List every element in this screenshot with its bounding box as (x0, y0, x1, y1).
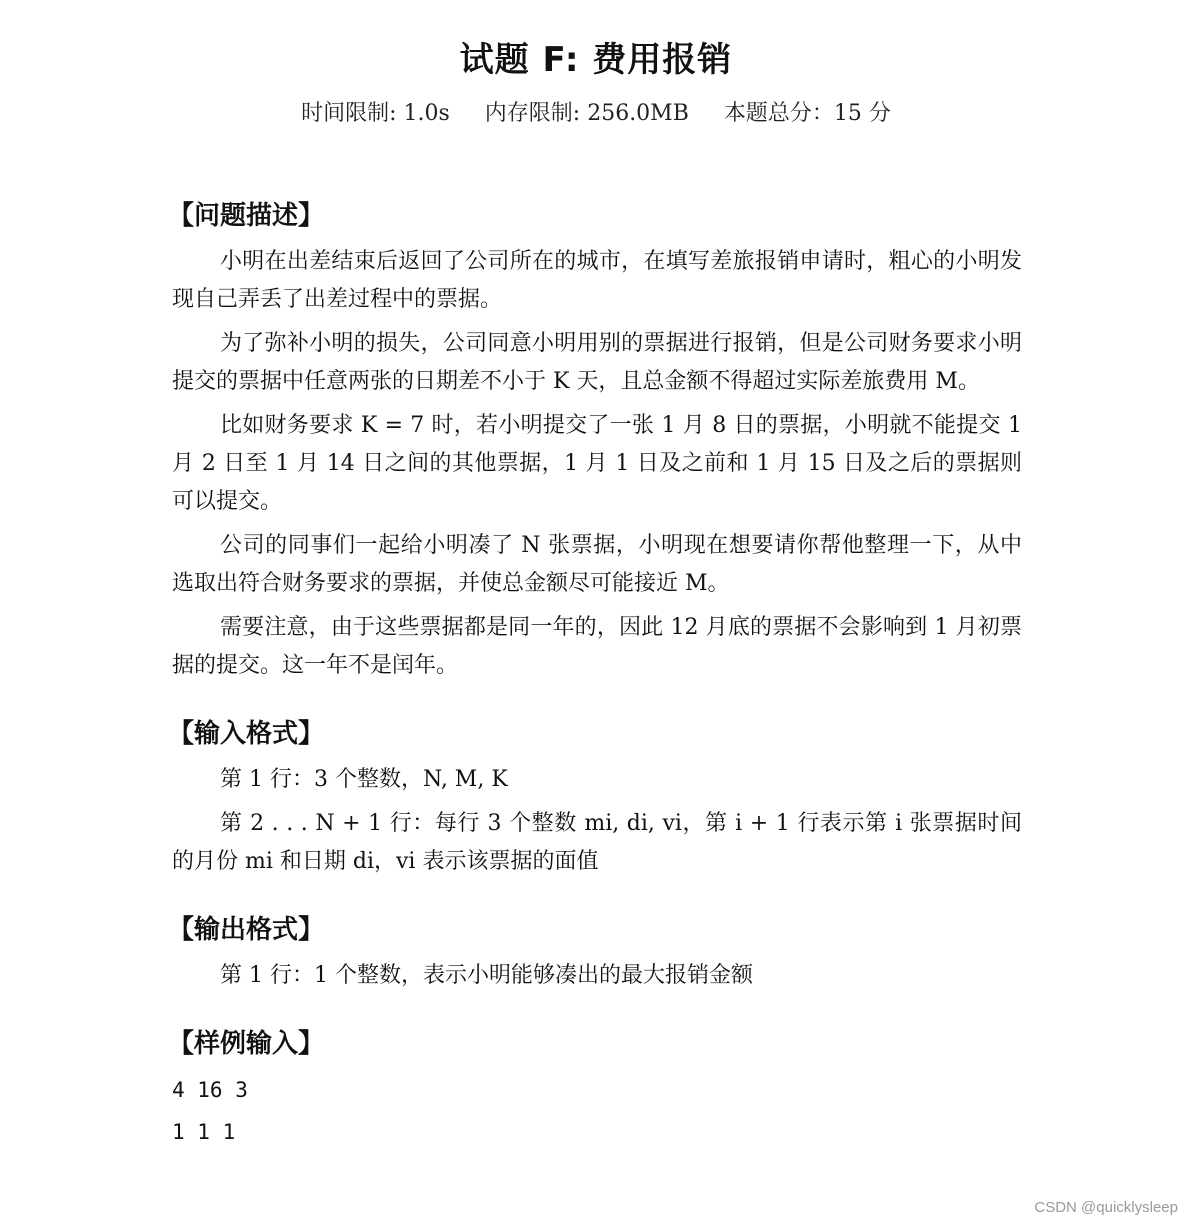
description-paragraph: 比如财务要求 K = 7 时，若小明提交了一张 1 月 8 日的票据，小明就不能提交 1 月 2 日至 1 月 14 日之间的其他票据，1 月 1 日及之前和 1 月 15 日及之后的票据则可以提交。 (172, 413, 1022, 514)
page-title: 试题 F: 费用报销 (459, 40, 733, 80)
input-format-line: 第 1 行：3 个整数，N, M, K (220, 767, 508, 792)
description-paragraph: 公司的同事们一起给小明凑了 N 张票据，小明现在想要请你帮他整理一下，从中选取出符合财务要求的票据，并使总金额尽可能接近 M。 (172, 533, 1022, 596)
output-format-line: 第 1 行：1 个整数，表示小明能够凑出的最大报销金额 (220, 963, 753, 988)
input-format-line: 第 2 . . . N + 1 行：每行 3 个整数 mi, di, vi，第 i + 1 行表示第 i 张票据时间的月份 mi 和日期 di，vi 表示该票据的面值 (172, 811, 1022, 874)
sample-input-line: 4 16 3 (172, 1078, 248, 1102)
description-paragraph: 为了弥补小明的损失，公司同意小明用别的票据进行报销，但是公司财务要求小明提交的票据中任意两张的日期差不小于 K 天，且总金额不得超过实际差旅费用 M。 (172, 331, 1022, 394)
description-section (168, 195, 1022, 685)
description-heading: 【问题描述】 (168, 201, 325, 231)
output-format-section (168, 909, 1022, 995)
problem-meta (0, 96, 1192, 132)
input-format-heading: 【输入格式】 (168, 719, 325, 749)
problem-content (168, 195, 1022, 1151)
description-paragraph: 需要注意，由于这些票据都是同一年的，因此 12 月底的票据不会影响到 1 月初票据的提交。这一年不是闰年。 (172, 615, 1022, 678)
sample-input-heading: 【样例输入】 (168, 1029, 325, 1059)
sample-input-section (168, 1023, 1022, 1151)
watermark: CSDN @quicklysleep (1034, 1199, 1178, 1216)
time-limit: 时间限制: 1.0s (301, 101, 450, 126)
total-score: 本题总分：15 分 (723, 101, 891, 126)
sample-input-line: 1 1 1 (172, 1120, 236, 1144)
description-paragraph: 小明在出差结束后返回了公司所在的城市，在填写差旅报销申请时，粗心的小明发现自己弄丢了出差过程中的票据。 (172, 249, 1022, 312)
input-format-section (168, 713, 1022, 881)
output-format-heading: 【输出格式】 (168, 915, 325, 945)
memory-limit: 内存限制: 256.0MB (484, 101, 689, 126)
